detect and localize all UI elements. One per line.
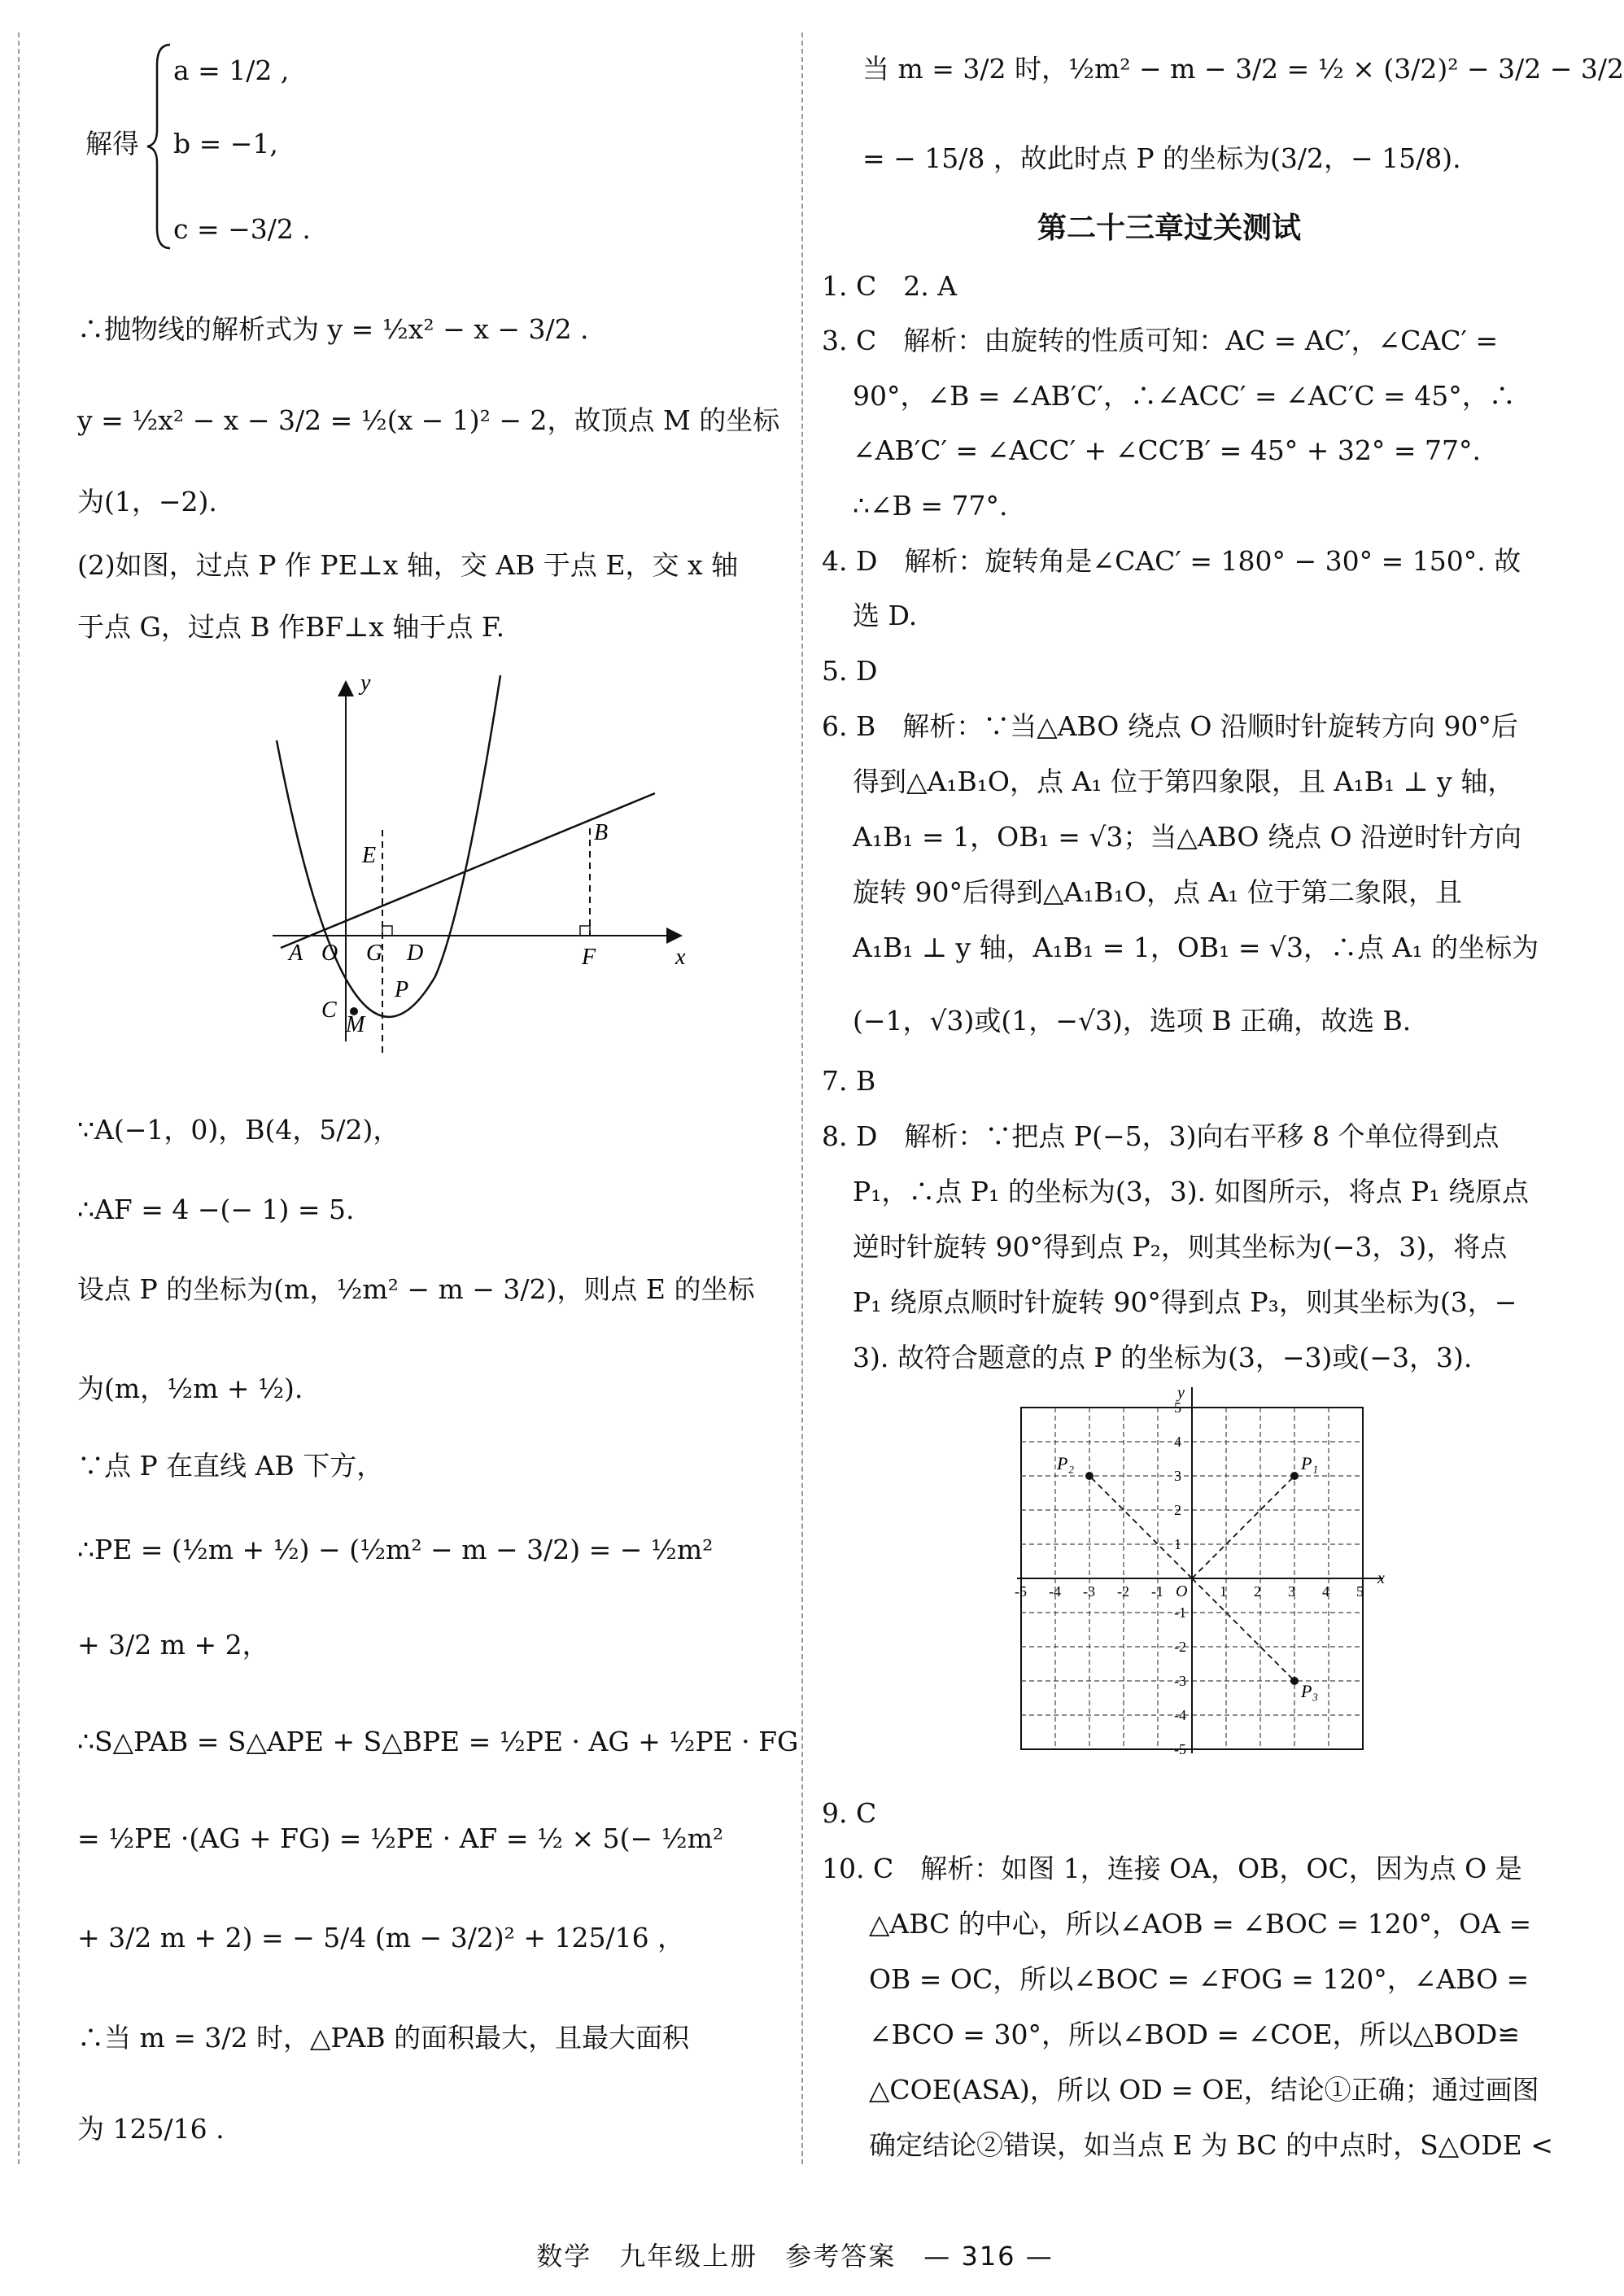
system-b: b = −1, (173, 128, 278, 159)
origin-label: O (1176, 1582, 1188, 1600)
answer-line: OB = OC，所以∠BOC = ∠FOG = 120°，∠ABO = (869, 1963, 1530, 1995)
answer-line: 10. C 解析：如图 1，连接 OA，OB，OC，因为点 O 是 (822, 1853, 1522, 1884)
answer-line: ∠AB′C′ = ∠ACC′ + ∠CC′B′ = 45° + 32° = 77°. (853, 434, 1481, 466)
label-f: F (582, 945, 596, 970)
line-ab (281, 793, 655, 948)
text-line: y = ½x² − x − 3/2 = ½(x − 1)² − 2，故顶点 M 的坐标 (77, 404, 780, 436)
point-label: P₂ (1057, 1453, 1075, 1473)
label-c: C (321, 997, 337, 1023)
y-tick-label: -5 (1174, 1741, 1186, 1757)
text-line: + 3/2 m + 2， (77, 1629, 269, 1661)
answer-line: 5. D (822, 655, 878, 687)
answer-line: 90°，∠B = ∠AB′C′，∴∠ACC′ = ∠AC′C = 45°，∴ (853, 380, 1516, 412)
point-marker (1085, 1472, 1094, 1480)
page-footer: 数学 九年级上册 参考答案 — 316 — (536, 2241, 1054, 2272)
answer-line: 逆时针旋转 90°得到点 P₂，则其坐标为(−3，3)，将点 (853, 1231, 1508, 1263)
coordinate-grid-figure (1005, 1384, 1385, 1774)
answer-line: 选 D. (853, 600, 918, 631)
text-line: = ½PE ·(AG + FG) = ½PE · AF = ½ × 5(− ½m² (77, 1822, 724, 1854)
point-label: P₁ (1301, 1453, 1319, 1473)
y-tick-label: -4 (1174, 1707, 1186, 1723)
margin-rule-left (18, 33, 20, 2164)
x-tick-label: 1 (1220, 1583, 1227, 1600)
text-line: ∴当 m = 3/2 时，△PAB 的面积最大，且最大面积 (77, 2022, 690, 2054)
y-tick-label: 5 (1174, 1399, 1181, 1416)
text-line: 为 125/16 . (77, 2113, 225, 2145)
label-g: G (366, 941, 383, 966)
x-tick-label: 4 (1322, 1583, 1329, 1600)
text-line: (2)如图，过点 P 作 PE⊥x 轴，交 AB 于点 E，交 x 轴 (77, 549, 739, 581)
x-tick-label: -1 (1151, 1583, 1163, 1600)
x-tick-label: 5 (1356, 1583, 1364, 1600)
text-line: ∵点 P 在直线 AB 下方， (77, 1450, 384, 1482)
x-tick-label: 3 (1288, 1583, 1295, 1600)
x-tick-label: -5 (1015, 1583, 1027, 1600)
y-tick-label: -1 (1174, 1604, 1186, 1621)
text-line: + 3/2 m + 2) = − 5/4 (m − 3/2)² + 125/16 ， (77, 1922, 685, 1953)
label-y: y (360, 670, 371, 696)
label-x: x (675, 945, 686, 970)
answer-line: 得到△A₁B₁O，点 A₁ 位于第四象限，且 A₁B₁ ⊥ y 轴， (853, 766, 1515, 797)
point-label: P₃ (1301, 1681, 1319, 1701)
answer-line: 旋转 90°后得到△A₁B₁O，点 A₁ 位于第二象限，且 (853, 876, 1462, 908)
point-segment (1089, 1476, 1192, 1578)
y-tick-label: 3 (1174, 1468, 1181, 1484)
label-e: E (362, 843, 377, 868)
answer-line: 4. D 解析：旋转角是∠CAC′ = 180° − 30° = 150°. 故 (822, 545, 1521, 577)
answer-line: ∴∠B = 77°. (853, 490, 1008, 522)
x-tick-label: -2 (1117, 1583, 1129, 1600)
parabola-curve (277, 675, 500, 1017)
text-line: 设点 P 的坐标为(m，½m² − m − 3/2)，则点 E 的坐标 (77, 1273, 755, 1305)
answer-line: P₁ 绕原点顺时针旋转 90°得到点 P₃，则其坐标为(3，− (853, 1286, 1517, 1318)
answer-line: 确定结论②错误，如当点 E 为 BC 的中点时，S△ODE < (869, 2129, 1553, 2161)
label-p: P (395, 977, 409, 1002)
column-divider (801, 33, 803, 2164)
label-a: A (289, 941, 303, 966)
point-segment (1192, 1578, 1294, 1681)
label-b: B (594, 820, 609, 845)
y-tick-label: -2 (1174, 1639, 1186, 1655)
answer-line: 8. D 解析：∵把点 P(−5，3)向右平移 8 个单位得到点 (822, 1120, 1500, 1152)
x-tick-label: 2 (1254, 1583, 1261, 1600)
x-tick-label: -4 (1049, 1583, 1061, 1600)
answer-line: (−1，√3)或(1，−√3)，选项 B 正确，故选 B. (853, 1005, 1412, 1037)
point-marker (1290, 1677, 1299, 1685)
text-line: 于点 G，过点 B 作BF⊥x 轴于点 F. (77, 611, 505, 643)
system-c: c = −3/2 . (173, 213, 311, 245)
x-axis-label: x (1377, 1569, 1385, 1587)
system-prefix: 解得 (85, 128, 139, 159)
text-line: 为(m，½m + ½). (77, 1373, 303, 1404)
text-line: 为(1，−2). (77, 486, 217, 517)
answer-line: A₁B₁ ⊥ y 轴，A₁B₁ = 1，OB₁ = √3，∴点 A₁ 的坐标为 (853, 932, 1539, 963)
answer-line: ∠BCO = 30°，所以∠BOD = ∠COE，所以△BOD≌ (869, 2019, 1521, 2050)
point-segment (1192, 1476, 1294, 1578)
section-title: 第二十三章过关测试 (1037, 211, 1302, 245)
text-line: ∴S△PAB = S△APE + S△BPE = ½PE · AG + ½PE · FG (77, 1726, 799, 1757)
text-line: = − 15/8 ，故此时点 P 的坐标为(3/2，− 15/8). (862, 142, 1461, 174)
answer-line: 3). 故符合题意的点 P 的坐标为(3，−3)或(−3，3). (853, 1342, 1473, 1373)
text-line: ∴PE = (½m + ½) − (½m² − m − 3/2) = − ½m² (77, 1534, 714, 1565)
y-tick-label: 2 (1174, 1502, 1181, 1518)
answer-line: P₁，∴点 P₁ 的坐标为(3，3). 如图所示，将点 P₁ 绕原点 (853, 1176, 1529, 1207)
text-line: ∴抛物线的解析式为 y = ½x² − x − 3/2 . (77, 313, 589, 345)
answer-line: 7. B (822, 1065, 876, 1097)
system-a: a = 1/2 , (173, 55, 290, 86)
label-d: D (407, 941, 424, 966)
text-line: ∵A(−1，0)，B(4，5/2)， (77, 1114, 400, 1146)
x-tick-label: -3 (1083, 1583, 1095, 1600)
text-line: 当 m = 3/2 时，½m² − m − 3/2 = ½ × (3/2)² − 3/2 − 3/2 (862, 53, 1624, 85)
y-tick-label: -3 (1174, 1673, 1186, 1689)
answer-line: △ABC 的中心，所以∠AOB = ∠BOC = 120°，OA = (869, 1908, 1532, 1940)
answer-line: 3. C 解析：由旋转的性质可知：AC = AC′，∠CAC′ = (822, 325, 1499, 356)
answer-line: △COE(ASA)，所以 OD = OE，结论①正确；通过画图 (869, 2074, 1539, 2106)
text-line: ∴AF = 4 −(− 1) = 5. (77, 1194, 355, 1225)
answer-line: 6. B 解析：∵当△ABO 绕点 O 沿顺时针旋转方向 90°后 (822, 710, 1518, 742)
y-tick-label: 4 (1174, 1434, 1181, 1450)
answer-line: A₁B₁ = 1，OB₁ = √3；当△ABO 绕点 O 沿逆时针方向 (853, 821, 1522, 853)
answer-line: 1. C 2. A (822, 270, 958, 302)
y-tick-label: 1 (1174, 1536, 1181, 1552)
parabola-figure (264, 667, 704, 1074)
point-marker (1290, 1472, 1299, 1480)
y-axis-label: y (1177, 1384, 1185, 1402)
label-m: M (346, 1012, 365, 1037)
answer-line: 9. C (822, 1797, 877, 1829)
brace-icon (142, 41, 175, 252)
label-o: O (321, 941, 338, 966)
